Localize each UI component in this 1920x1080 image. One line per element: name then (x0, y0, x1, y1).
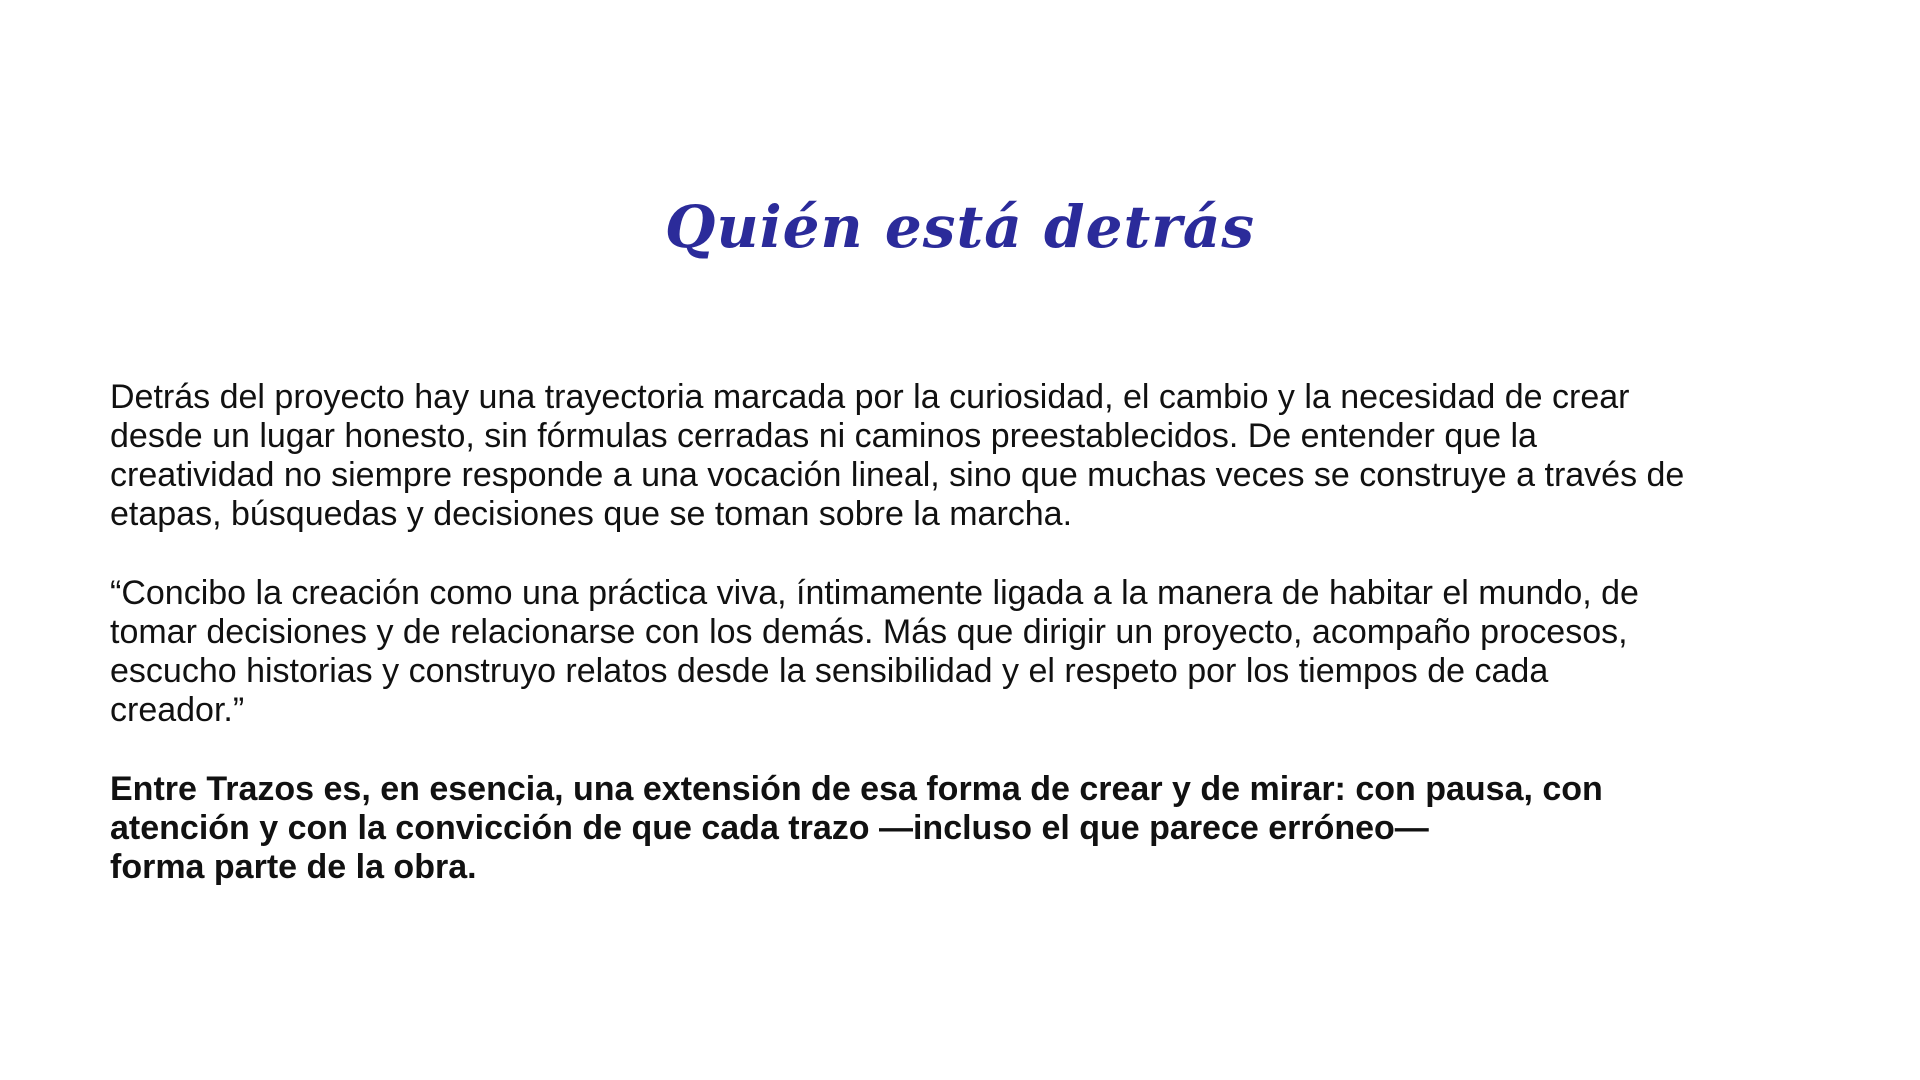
quote-line-2: tomar decisiones y de relacionarse con los demás. Más que dirigir un proyecto, acompaño procesos, (110, 613, 1628, 651)
intro-line-3: creatividad no siempre responde a una vocación lineal, sino que muchas veces se construye a través de (110, 456, 1685, 494)
section-title: Quién está detrás (664, 193, 1256, 261)
about-content (110, 378, 1850, 887)
closing-line-1: Entre Trazos es, en esencia, una extensión de esa forma de crear y de mirar: con pausa, con (110, 770, 1603, 808)
intro-line-4: etapas, búsquedas y decisiones que se toman sobre la marcha. (110, 495, 1073, 533)
intro-line-1: Detrás del proyecto hay una trayectoria marcada por la curiosidad, el cambio y la necesidad de crear (110, 378, 1630, 416)
closing-line-2: atención y con la convicción de que cada trazo —incluso el que parece erróneo— (110, 809, 1429, 847)
quote-line-4: creador.” (110, 691, 245, 729)
quote-paragraph (110, 574, 1850, 730)
quote-line-3: escucho historias y construyo relatos desde la sensibilidad y el respeto por los tiempos de cada (110, 652, 1549, 690)
intro-paragraph (110, 378, 1850, 534)
closing-line-3: forma parte de la obra. (110, 848, 477, 886)
quote-line-1: “Concibo la creación como una práctica viva, íntimamente ligada a la manera de habitar el mundo, de (110, 574, 1639, 612)
intro-line-2: desde un lugar honesto, sin fórmulas cerradas ni caminos preestablecidos. De entender que la (110, 417, 1537, 455)
closing-paragraph (110, 770, 1850, 887)
